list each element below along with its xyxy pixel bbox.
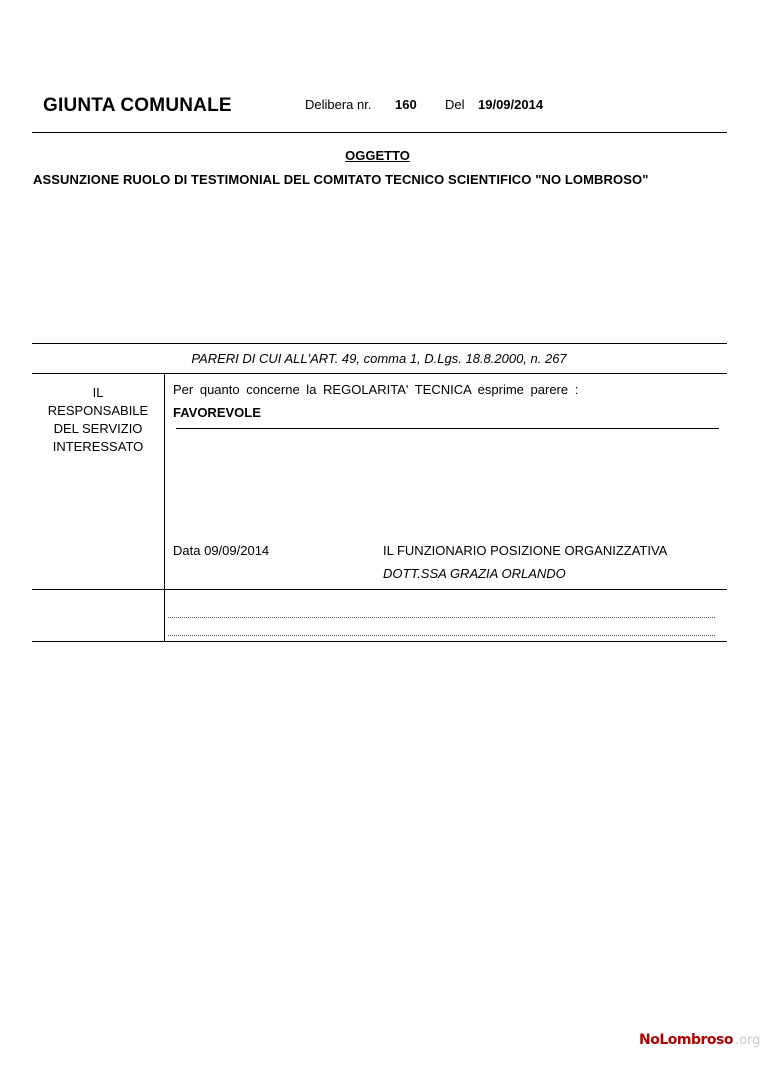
regolarita-text: Per quanto concerne la REGOLARITA' TECNICA esprime parere :	[173, 382, 579, 397]
table-column-divider	[164, 373, 165, 641]
pareri-title: PARERI DI CUI ALL'ART. 49, comma 1, D.Lgs. 18.8.2000, n. 267	[191, 351, 567, 366]
parere-underline	[176, 428, 719, 429]
dotted-line	[168, 617, 715, 618]
dotted-line	[168, 635, 715, 636]
oggetto-heading: OGGETTO	[345, 148, 410, 163]
table-bottom-border	[32, 641, 727, 642]
data-value: 09/09/2014	[204, 543, 270, 558]
parere-value: FAVOREVOLE	[173, 405, 261, 420]
header-divider	[32, 132, 727, 133]
pareri-top-border	[32, 343, 727, 344]
date-label: Del	[445, 97, 465, 112]
row-divider	[32, 589, 727, 590]
logo-brand: NoLombroso	[639, 1032, 733, 1048]
logo-domain: .org	[734, 1032, 760, 1048]
pareri-header-border	[32, 373, 727, 374]
oggetto-text: ASSUNZIONE RUOLO DI TESTIMONIAL DEL COMITATO TECNICO SCIENTIFICO "NO LOMBROSO"	[33, 172, 649, 187]
signatory-name: DOTT.SSA GRAZIA ORLANDO	[383, 566, 566, 581]
data-field: Data 09/09/2014	[173, 543, 270, 558]
funzionario-title: IL FUNZIONARIO POSIZIONE ORGANIZZATIVA	[383, 543, 668, 558]
delibera-date: 19/09/2014	[478, 97, 544, 112]
delibera-label: Delibera nr.	[305, 97, 372, 112]
responsabile-label: IL RESPONSABILE DEL SERVIZIO INTERESSATO	[47, 385, 149, 454]
document-title: GIUNTA COMUNALE	[43, 95, 232, 116]
nolombroso-logo	[637, 1030, 760, 1050]
delibera-number: 160	[395, 97, 417, 112]
